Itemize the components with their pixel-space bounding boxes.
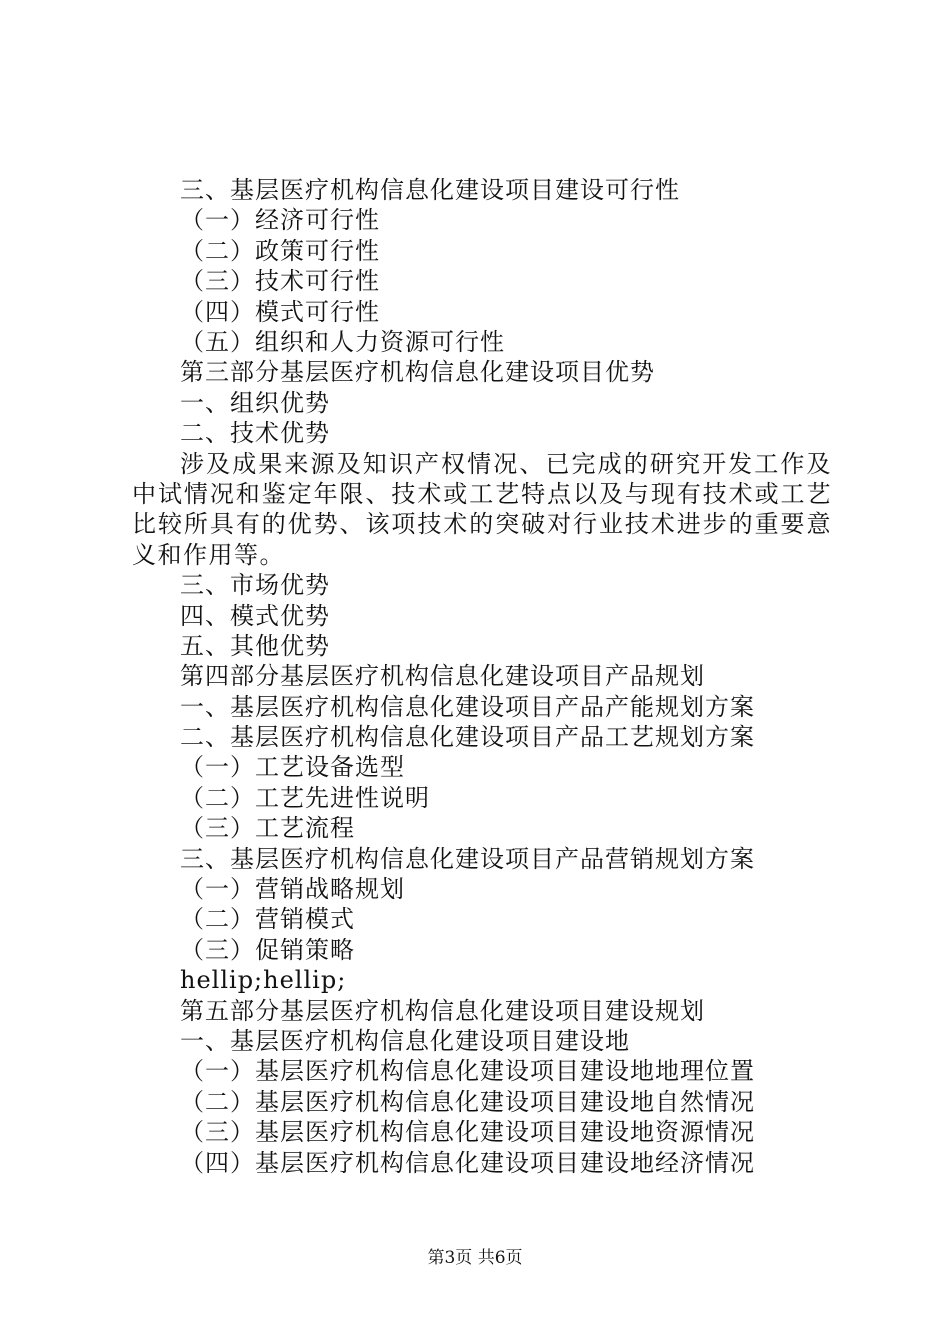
page-number-footer: 第3页 共6页 [427,1248,523,1268]
section-part-four: 第四部分基层医疗机构信息化建设项目产品规划 [180,662,705,691]
section-part-three: 第三部分基层医疗机构信息化建设项目优势 [180,358,655,387]
item-site-resources: （三）基层医疗机构信息化建设项目建设地资源情况 [180,1118,755,1147]
item-process-advancement: （二）工艺先进性说明 [180,783,430,812]
item-marketing-strategy: （一）营销战略规划 [180,875,405,904]
document-body [132,175,832,1178]
item-model-feasibility: （四）模式可行性 [180,297,380,326]
item-policy-feasibility: （二）政策可行性 [180,236,380,265]
item-promotion-strategy: （三）促销策略 [180,935,355,964]
item-process-plan: 二、基层医疗机构信息化建设项目产品工艺规划方案 [180,723,755,752]
item-technical-feasibility: （三）技术可行性 [180,267,380,296]
heading-feasibility: 三、基层医疗机构信息化建设项目建设可行性 [180,176,680,204]
item-site-economy: （四）基层医疗机构信息化建设项目建设地经济情况 [180,1148,755,1177]
item-marketing-plan: 三、基层医疗机构信息化建设项目产品营销规划方案 [180,844,755,873]
item-construction-site: 一、基层医疗机构信息化建设项目建设地 [180,1027,630,1055]
item-capacity-plan: 一、基层医疗机构信息化建设项目产品产能规划方案 [180,692,755,721]
item-process-flow: （三）工艺流程 [180,814,355,843]
item-site-location: （一）基层医疗机构信息化建设项目建设地地理位置 [180,1057,755,1086]
item-model-advantage: 四、模式优势 [180,601,330,630]
section-part-five: 第五部分基层医疗机构信息化建设项目建设规划 [180,996,705,1025]
item-economic-feasibility: （一）经济可行性 [180,206,380,235]
item-market-advantage: 三、市场优势 [180,571,330,600]
item-technical-advantage: 二、技术优势 [180,419,330,448]
item-other-advantage: 五、其他优势 [180,631,330,660]
technical-advantage-paragraph: 涉及成果来源及知识产权情况、已完成的研究开发工作及中试情况和鉴定年限、技术或工艺特点以及与现有技术或工艺比较所具有的优势、该项技术的突破对行业技术进步的重要意义和作用等。 [132,449,832,569]
item-equipment-selection: （一）工艺设备选型 [180,753,405,782]
item-organization-feasibility: （五）组织和人力资源可行性 [180,327,505,356]
ellipsis-line: hellip;hellip; [180,966,347,995]
item-organization-advantage: 一、组织优势 [180,388,330,417]
item-site-nature: （二）基层医疗机构信息化建设项目建设地自然情况 [180,1087,755,1116]
item-marketing-model: （二）营销模式 [180,905,355,934]
